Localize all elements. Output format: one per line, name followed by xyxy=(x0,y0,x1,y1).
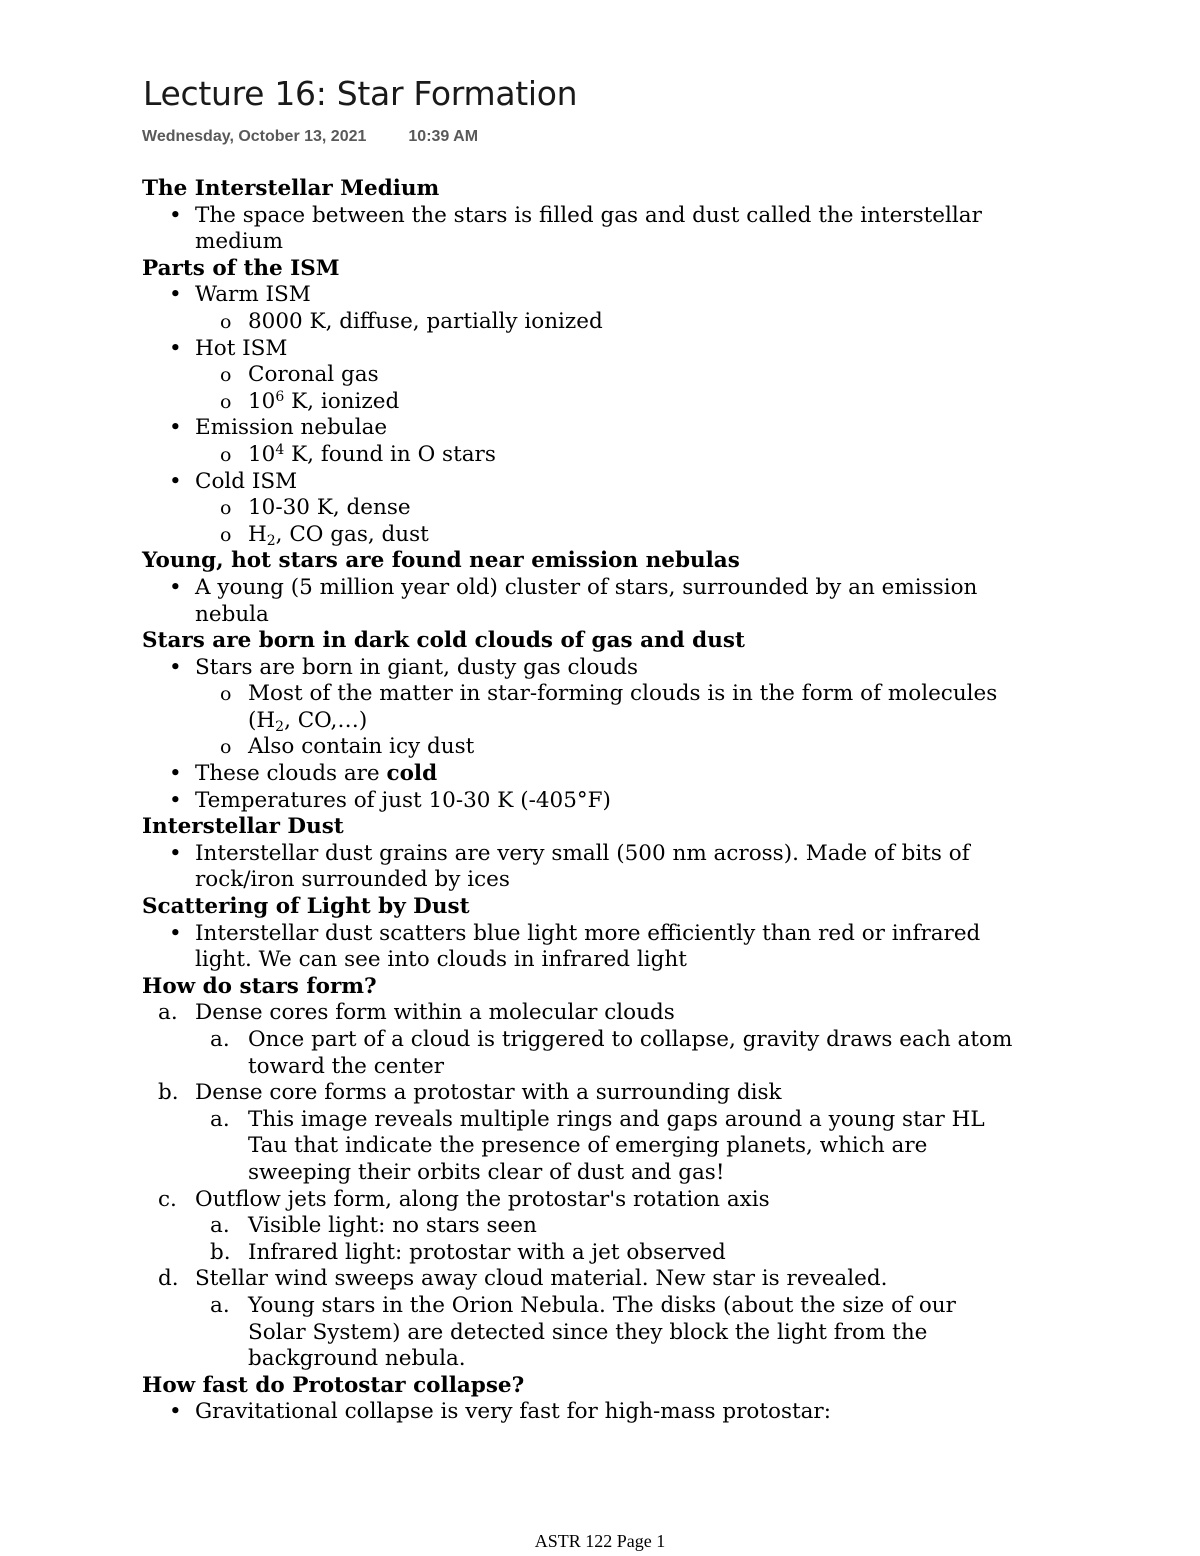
list-item: • The space between the stars is filled gas and dust called the interstellar xyxy=(169,202,982,228)
item-marker: a. xyxy=(210,1106,230,1132)
sub-numbered-item: a. Young stars in the Orion Nebula. The disks (about the size of our xyxy=(210,1292,956,1318)
heading-interstellar-medium: The Interstellar Medium xyxy=(142,176,440,201)
numbered-item: b. Dense core forms a protostar with a surrounding disk xyxy=(158,1080,782,1106)
list-item: • Cold ISM xyxy=(169,468,298,494)
list-item: • Temperatures of just 10-30 K (-405°F) xyxy=(169,787,611,813)
sub-list-item: o $10^6$ K, ionized xyxy=(220,388,400,414)
sub-numbered-item: a. Visible light: no stars seen xyxy=(210,1213,537,1239)
circle-marker: o xyxy=(220,310,232,333)
sub-list-item: o Most of the matter in star-forming clouds is in the form of molecules xyxy=(220,681,998,707)
list-item: • Interstellar dust grains are very small (500 nm across). Made of bits of xyxy=(169,840,970,866)
page-time: 10:39 AM xyxy=(408,128,479,145)
heading-stars-are-born: Stars are born in dark cold clouds of gas and dust xyxy=(142,628,745,654)
list-item: • A young (5 million year old) cluster of stars, surrounded by an emission xyxy=(169,574,978,600)
list-item-continuation: rock/iron surrounded by ices xyxy=(195,867,510,893)
numbered-item: d. Stellar wind sweeps away cloud material. New star is revealed. xyxy=(158,1266,888,1292)
numbered-item: c. Outflow jets form, along the protostar's rotation axis xyxy=(158,1186,770,1212)
bullet-marker: • xyxy=(169,202,182,228)
item-marker: a. xyxy=(158,1000,178,1026)
circle-marker: o xyxy=(220,497,232,520)
circle-marker: o xyxy=(220,523,232,546)
sub-list-item: o $H_2$, CO gas, dust xyxy=(220,521,429,549)
bullet-marker: • xyxy=(169,761,182,787)
list-item-continuation: light. We can see into clouds in infrared light xyxy=(195,947,687,973)
sub-item-continuation: toward the center xyxy=(248,1053,444,1079)
sub-list-item-continuation: ($H_2$, CO,…) xyxy=(248,707,368,735)
sub-list-item: o Coronal gas xyxy=(220,362,379,388)
sub-list-item: o Also contain icy dust xyxy=(220,734,475,760)
heading-scattering: Scattering of Light by Dust xyxy=(142,894,470,920)
item-marker: b. xyxy=(210,1239,231,1265)
bullet-marker: • xyxy=(169,335,182,361)
list-item-continuation: medium xyxy=(195,229,283,255)
sub-numbered-item: b. Infrared light: protostar with a jet observed xyxy=(210,1239,726,1265)
bullet-marker: • xyxy=(169,415,182,441)
sub-item-continuation: background nebula. xyxy=(248,1346,466,1372)
note-body[interactable] xyxy=(142,176,1142,1426)
circle-marker: o xyxy=(220,364,232,387)
sub-list-item: o 10-30 K, dense xyxy=(220,495,411,521)
list-item: • Gravitational collapse is very fast for high-mass protostar: xyxy=(169,1399,831,1425)
circle-marker: o xyxy=(220,736,232,759)
bullet-marker: • xyxy=(169,920,182,946)
sub-item-continuation: Tau that indicate the presence of emerging planets, which are xyxy=(248,1133,928,1159)
list-item: • Warm ISM xyxy=(169,282,311,308)
item-marker: b. xyxy=(158,1080,179,1106)
heading-parts-of-ism: Parts of the ISM xyxy=(142,255,340,281)
circle-marker: o xyxy=(220,390,232,413)
heading-how-do-stars-form: How do stars form? xyxy=(142,973,377,999)
sub-list-item: o 8000 K, diffuse, partially ionized xyxy=(220,308,603,334)
item-marker: c. xyxy=(158,1186,177,1212)
bullet-marker: • xyxy=(169,1399,182,1425)
bullet-marker: • xyxy=(169,468,182,494)
list-item: • Stars are born in giant, dusty gas clouds xyxy=(169,654,639,680)
page-footer: ASTR 122 Page 1 xyxy=(534,1531,666,1551)
sub-list-item: o $10^4$ K, found in O stars xyxy=(220,441,496,467)
circle-marker: o xyxy=(220,683,232,706)
item-marker: d. xyxy=(158,1266,179,1292)
page-timestamp xyxy=(142,128,478,146)
list-item: • Emission nebulae xyxy=(169,415,388,441)
bullet-marker: • xyxy=(169,787,182,813)
list-item: • Interstellar dust scatters blue light more efficiently than red or infrared xyxy=(169,920,981,946)
circle-marker: o xyxy=(220,443,232,466)
numbered-item: a. Dense cores form within a molecular clouds xyxy=(158,1000,675,1026)
list-item: • Hot ISM xyxy=(169,335,288,361)
page-title: Lecture 16: Star Formation xyxy=(143,74,578,113)
sub-item-continuation: sweeping their orbits clear of dust and gas! xyxy=(248,1159,725,1185)
sub-item-continuation: Solar System) are detected since they block the light from the xyxy=(248,1319,928,1345)
list-item: • These clouds are cold xyxy=(169,761,438,787)
bullet-marker: • xyxy=(169,840,182,866)
item-marker: a. xyxy=(210,1292,230,1318)
heading-interstellar-dust: Interstellar Dust xyxy=(142,814,344,840)
page-date: Wednesday, October 13, 2021 xyxy=(142,128,367,145)
sub-numbered-item: a. This image reveals multiple rings and gaps around a young star HL xyxy=(210,1106,985,1132)
item-marker: a. xyxy=(210,1027,230,1052)
sub-numbered-item: a. Once part of a cloud is triggered to collapse, gravity draws each atom xyxy=(210,1027,1013,1052)
list-item-continuation: nebula xyxy=(195,601,269,627)
bullet-marker: • xyxy=(169,654,182,680)
bullet-marker: • xyxy=(169,574,182,600)
item-marker: a. xyxy=(210,1213,230,1239)
bullet-marker: • xyxy=(169,282,182,308)
heading-how-fast: How fast do Protostar collapse? xyxy=(142,1372,525,1398)
heading-young-hot-stars: Young, hot stars are found near emission nebulas xyxy=(142,548,740,574)
